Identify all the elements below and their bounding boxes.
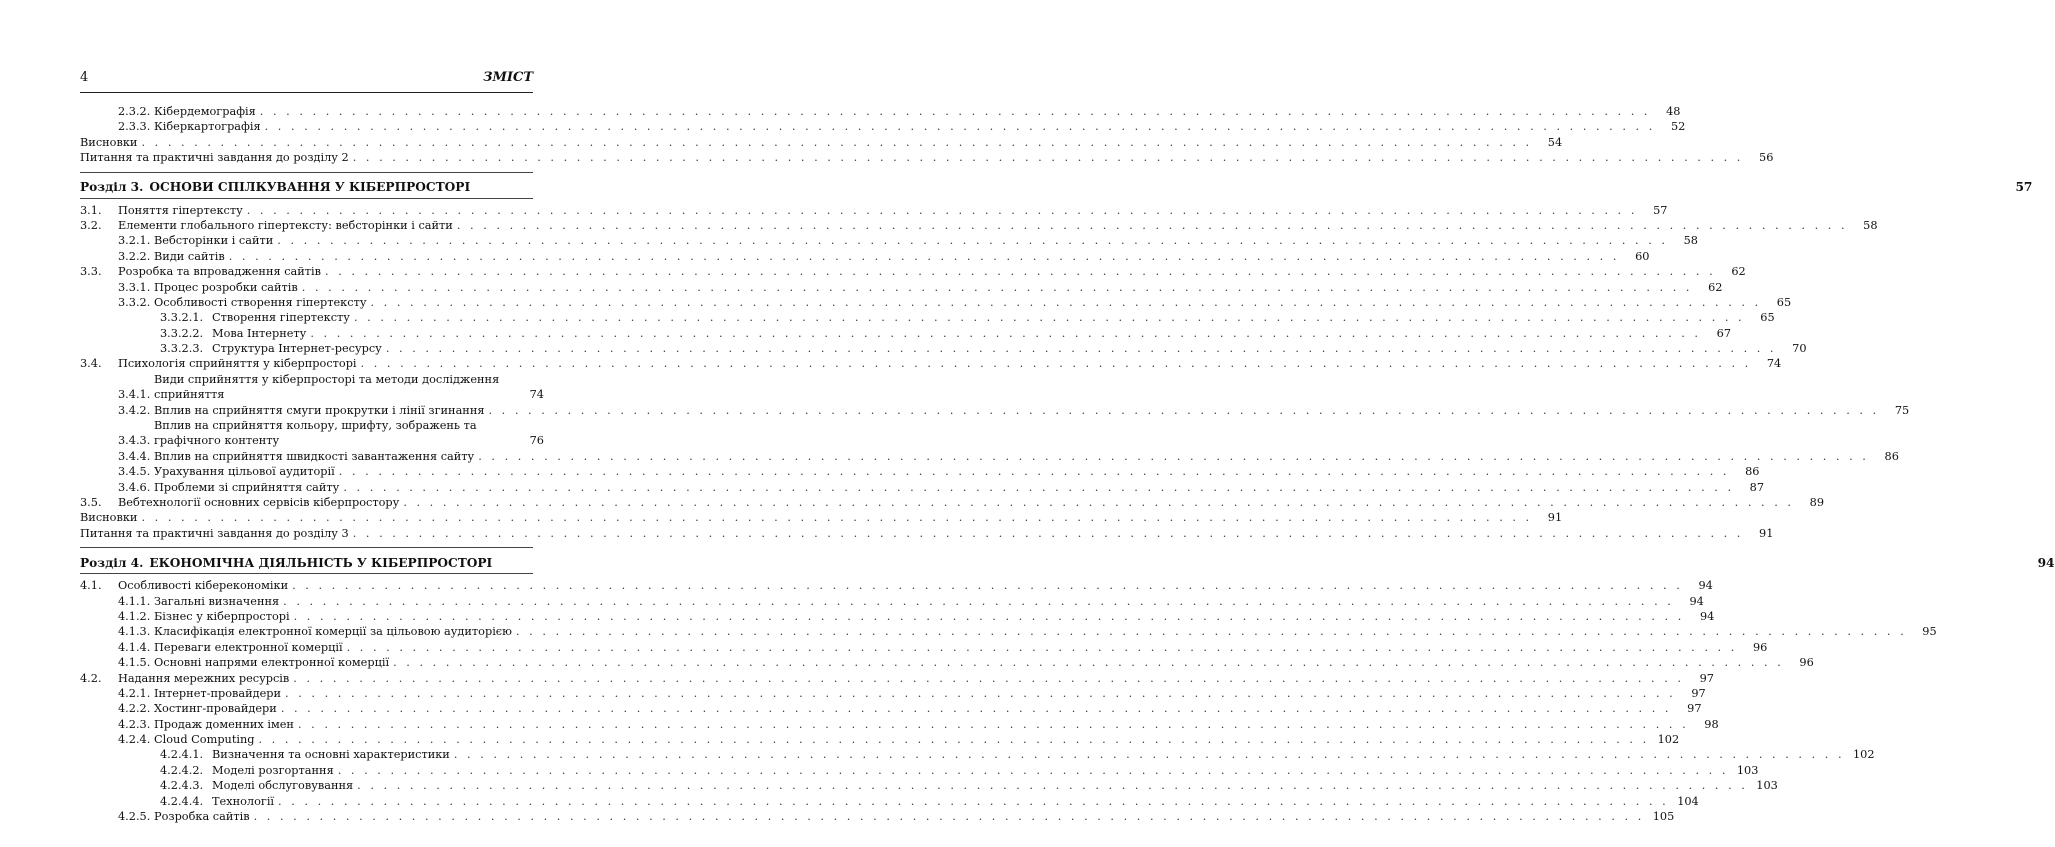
toc-entry[interactable] [80, 609, 1715, 624]
toc-entry[interactable] [80, 510, 1563, 525]
toc-entry[interactable] [80, 295, 1792, 310]
toc-entry-page: 74 [1766, 357, 1782, 371]
toc-entry-title: Бізнес у кіберпросторі [154, 609, 290, 623]
toc-entry-title: Висновки [80, 511, 138, 525]
toc-entry-page: 70 [1792, 342, 1807, 356]
toc-entry-page: 94 [1699, 609, 1715, 623]
toc-leader-dots [353, 150, 1744, 165]
toc-entry-page: 57 [1653, 203, 1668, 217]
toc-entry-title: Надання мережних ресурсів [118, 671, 290, 685]
toc-entry-title: Вебтехнології основних сервісів кіберпростору [118, 496, 400, 509]
toc-entry[interactable] [80, 526, 1774, 541]
toc-entry-title: Моделі розгортання [212, 763, 334, 777]
toc-entry-page: 105 [1652, 810, 1675, 824]
toc-entry-number: 4.2.4. [118, 733, 151, 747]
toc-leader-dots [338, 763, 1729, 778]
toc-leader-dots [283, 594, 1674, 609]
toc-entry-page: 65 [1776, 295, 1792, 309]
toc-entry-title: Проблеми зі сприйняття сайту [154, 480, 340, 494]
toc-entry-number: 4.2.4.2. [160, 763, 204, 777]
toc-entry-number: 3.4.6. [118, 480, 151, 494]
toc-entry-title: Поняття гіпертексту [118, 203, 243, 217]
toc-leader-dots [393, 655, 1784, 670]
toc-entry-page: 102 [1657, 733, 1680, 747]
toc-leader-dots [254, 809, 1645, 824]
toc-entry-title: Технології [212, 794, 275, 808]
toc-entry-title: Хостинг-провайдери [154, 702, 277, 716]
toc-leader-dots [298, 717, 1689, 732]
toc-leader-dots [310, 326, 1701, 341]
toc-entry-title: Види сайтів [154, 249, 225, 263]
toc-entry[interactable] [80, 218, 1878, 233]
toc-entry-number: Розділ 3. [80, 180, 144, 195]
chapter-rule [80, 198, 533, 199]
toc-entry-title: Кібердемографія [154, 104, 256, 118]
toc-entry[interactable] [80, 763, 1759, 778]
toc-entry[interactable] [80, 686, 1706, 701]
toc-entry-page: 89 [1809, 496, 1825, 509]
toc-entry[interactable] [80, 794, 1699, 809]
toc-entry-number: 4.2.3. [118, 717, 151, 731]
toc-entry-title: Мова Інтернету [212, 326, 307, 340]
toc-entry-title: Розробка сайтів [154, 810, 250, 824]
toc-entry-title: Cloud Computing [154, 733, 255, 747]
toc-leader-dots [361, 356, 1752, 371]
toc-entry-number: 4.2. [80, 671, 102, 685]
toc-leader-dots [353, 526, 1744, 541]
toc-entry[interactable] [80, 578, 1713, 593]
toc-leader-dots [258, 732, 1649, 747]
toc-entry-title: Вплив на сприйняття смуги прокрутки і лінії згинання [154, 403, 485, 417]
toc-entry-number: 3.4.4. [118, 449, 151, 463]
toc-entry-page: 60 [1635, 249, 1650, 263]
toc-entry[interactable] [80, 449, 1899, 464]
toc-entry-number: 3.3. [80, 265, 102, 279]
toc-entry-title: Вплив на сприйняття швидкості завантаження сайту [154, 449, 475, 463]
toc-entry-page: 96 [1799, 656, 1814, 670]
toc-entry[interactable] [80, 701, 1702, 716]
toc-leader-dots [265, 119, 1656, 134]
toc-entry[interactable] [80, 717, 1719, 732]
toc-entry-number: 3.2.1. [118, 234, 151, 248]
header-rule [80, 92, 533, 93]
toc-chapter-entry[interactable] [80, 179, 2033, 196]
toc-leader-dots [386, 341, 1777, 356]
toc-entry[interactable] [80, 119, 1686, 134]
toc-leader-dots [294, 609, 1685, 624]
toc-entry-title: Вплив на сприйняття кольору, шрифту, зображень та графічного контенту [154, 419, 477, 448]
toc-leader-dots [260, 104, 1651, 119]
toc-entry-title: Продаж доменних імен [154, 717, 294, 731]
toc-leader-dots [339, 464, 1730, 479]
toc-entry-page: 91 [1759, 526, 1774, 540]
toc-entry[interactable] [80, 356, 1782, 371]
toc-leader-dots [277, 233, 1668, 248]
toc-entry-number: 3.2. [80, 218, 102, 232]
toc-entry[interactable] [80, 732, 1680, 747]
toc-entry-page: 56 [1759, 151, 1774, 165]
toc-leader-dots [403, 495, 1794, 510]
toc-entry[interactable] [80, 310, 1775, 325]
toc-entry-page: 97 [1687, 702, 1702, 716]
toc-leader-dots [302, 280, 1693, 295]
toc-leader-dots [370, 295, 1761, 310]
toc-entry-page: 58 [1683, 234, 1698, 248]
toc-leader-dots [457, 218, 1848, 233]
toc-entry-page: 91 [1547, 511, 1563, 525]
toc-entry-page: 52 [1670, 120, 1686, 134]
toc-leader-dots [516, 624, 1907, 639]
toc-entry[interactable] [80, 778, 1778, 793]
toc-entry-number: 3.4.1. [118, 388, 151, 402]
toc-entry-page: 86 [1745, 465, 1760, 479]
toc-entry-page: 97 [1691, 686, 1706, 700]
toc-entry-page: 54 [1547, 135, 1563, 149]
toc-entry-page: 62 [1731, 265, 1746, 279]
toc-leader-dots [325, 264, 1716, 279]
toc-entry[interactable] [80, 464, 1760, 479]
toc-entry[interactable] [80, 624, 1937, 639]
toc-entry-page: 74 [529, 388, 544, 402]
toc-entry-page: 75 [1894, 403, 1910, 417]
toc-entry-page: 76 [529, 434, 544, 448]
toc-entry-number: 4.2.2. [118, 702, 151, 716]
toc-entry-title: Розробка та впровадження сайтів [118, 265, 322, 279]
toc-entry-page: 48 [1666, 104, 1681, 118]
toc-entry[interactable] [80, 480, 1765, 495]
toc-entry-number: 4.1.3. [118, 625, 151, 639]
toc-entry-page: 102 [1852, 748, 1875, 762]
toc-entry-page: 94 [1698, 579, 1713, 593]
toc-entry-title: Загальні визначення [154, 594, 280, 608]
toc-entry-page: 65 [1760, 311, 1775, 325]
toc-entry-title: Моделі обслуговування [212, 779, 354, 793]
toc-entry-number: 3.4.5. [118, 465, 151, 479]
toc-entry-title: Види сприйняття у кіберпросторі та методи дослідження сприйняття [154, 372, 500, 402]
toc-entry[interactable] [80, 655, 1814, 670]
toc-entry[interactable] [80, 341, 1807, 356]
toc-entry-number: 4.1.2. [118, 609, 151, 623]
toc-entry[interactable] [80, 418, 544, 449]
toc-entry-page: 103 [1756, 779, 1778, 793]
toc-entry-number: 3.3.1. [118, 280, 151, 294]
toc-entry-number: 3.4. [80, 357, 102, 371]
toc-entry-page: 86 [1884, 449, 1899, 463]
toc-leader-dots [278, 794, 1669, 809]
toc-entry-page: 87 [1749, 480, 1765, 494]
toc-entry-title: Кіберкартографія [154, 120, 261, 134]
toc-entry[interactable] [80, 640, 1768, 655]
toc-leader-dots [454, 747, 1845, 762]
toc-entry-title: Питання та практичні завдання до розділу 2 [80, 151, 349, 165]
toc-entry-page: 103 [1736, 763, 1759, 777]
toc-entry-page: 104 [1677, 794, 1699, 808]
toc-entry-title: Вебсторінки і сайти [154, 234, 274, 248]
chapter-rule [80, 547, 533, 548]
toc-leader-dots [347, 640, 1738, 655]
toc-entry-title: Створення гіпертексту [212, 311, 350, 325]
toc-entry-number: Розділ 4. [80, 555, 144, 570]
toc-entry-page: 96 [1752, 640, 1768, 654]
toc-entry-page: 57 [2015, 180, 2033, 195]
toc-leader-dots [478, 449, 1869, 464]
toc-entry-number: 4.2.4.4. [160, 794, 204, 808]
page-header [80, 70, 533, 90]
toc-entry-title: Класифікація електронної комерції за цільовою аудиторією [154, 625, 512, 639]
toc-entry[interactable] [80, 372, 544, 403]
toc-entry-page: 67 [1716, 326, 1732, 340]
toc-entry-title: ОСНОВИ СПІЛКУВАННЯ У КІБЕРПРОСТОРІ [149, 180, 471, 195]
toc-entry-number: 3.3.2.3. [160, 342, 204, 356]
toc-entry-number: 4.1. [80, 579, 102, 593]
toc-entry-number: 4.2.1. [118, 686, 151, 700]
toc-entry-title: Психологія сприйняття у кіберпросторі [118, 357, 357, 371]
toc-leader-dots [357, 778, 1748, 793]
toc-entry-number: 3.3.2.1. [160, 311, 204, 325]
toc-entry-number: 3.5. [80, 496, 102, 509]
toc-entry[interactable] [80, 249, 1650, 264]
toc-leader-dots [285, 686, 1676, 701]
toc-entry-page: 62 [1708, 280, 1723, 294]
toc-entry-title: Структура Інтернет-ресурсу [212, 342, 382, 356]
toc-entry[interactable] [80, 671, 1714, 686]
toc-entry[interactable] [80, 280, 1723, 295]
toc-entry-title: Інтернет-провайдери [154, 686, 282, 700]
toc-entry-number: 3.3.2.2. [160, 326, 204, 340]
toc-entry[interactable] [80, 594, 1704, 609]
toc-entry-page: 98 [1704, 717, 1719, 731]
toc-entry-title: Особливості створення гіпертексту [154, 295, 367, 309]
toc-entry-page: 94 [1689, 594, 1704, 608]
toc-entry-number: 4.1.1. [118, 594, 151, 608]
toc-leader-dots [141, 135, 1532, 150]
toc-entry[interactable] [80, 135, 1563, 150]
toc-entry-page: 97 [1699, 671, 1714, 685]
toc-leader-dots [281, 701, 1672, 716]
running-title: ЗМІСТ [483, 70, 533, 85]
toc-entry-number: 3.2.2. [118, 249, 151, 263]
toc-entry-page: 95 [1922, 625, 1937, 639]
toc-entry[interactable] [80, 747, 1875, 762]
toc-leader-dots [247, 203, 1638, 218]
table-of-contents [80, 104, 2055, 824]
toc-entry-number: 4.2.4.1. [160, 748, 204, 762]
toc-leader-dots [293, 671, 1684, 686]
toc-entry[interactable] [80, 495, 1825, 510]
toc-entry[interactable] [80, 150, 1774, 165]
toc-entry[interactable] [80, 809, 1675, 824]
toc-entry[interactable] [80, 104, 1681, 119]
toc-entry-title: Урахування цільової аудиторії [154, 465, 335, 479]
toc-entry-title: Переваги електронної комерції [154, 640, 343, 654]
toc-entry-number: 3.3.2. [118, 295, 151, 309]
toc-entry-number: 3.4.3. [118, 434, 151, 448]
toc-entry-number: 4.2.5. [118, 810, 151, 824]
toc-entry-number: 4.2.4.3. [160, 779, 204, 793]
toc-entry-page: 58 [1863, 218, 1878, 232]
toc-leader-dots [489, 403, 1880, 418]
toc-entry[interactable] [80, 264, 1746, 279]
toc-entry-title: Висновки [80, 135, 138, 149]
toc-entry-title: Визначення та основні характеристики [212, 748, 450, 762]
chapter-rule [80, 172, 533, 173]
toc-leader-dots [292, 578, 1683, 593]
toc-leader-dots [343, 480, 1734, 495]
toc-entry[interactable] [80, 403, 1910, 418]
chapter-rule [80, 573, 533, 574]
toc-entry-number: 3.1. [80, 203, 102, 217]
toc-entry-title: Основні напрями електронної комерції [154, 656, 390, 670]
toc-leader-dots [141, 510, 1532, 525]
toc-entry-number: 4.1.5. [118, 656, 151, 670]
toc-leader-dots [229, 249, 1620, 264]
toc-entry-number: 2.3.2. [118, 104, 151, 118]
toc-entry[interactable] [80, 233, 1698, 248]
toc-entry-number: 4.1.4. [118, 640, 151, 654]
toc-entry-title: Питання та практичні завдання до розділу 3 [80, 526, 349, 540]
toc-entry-title: Елементи глобального гіпертексту: вебсторінки і сайти [118, 218, 453, 232]
toc-entry[interactable] [80, 203, 1668, 218]
toc-entry-title: Процес розробки сайтів [154, 280, 298, 294]
toc-leader-dots [354, 310, 1745, 325]
page-number: 4 [80, 70, 89, 85]
toc-entry-number: 2.3.3. [118, 120, 151, 134]
toc-entry-page: 94 [2037, 555, 2055, 570]
toc-chapter-entry[interactable] [80, 554, 2055, 571]
toc-entry-title: ЕКОНОМІЧНА ДІЯЛЬНІСТЬ У КІБЕРПРОСТОРІ [149, 555, 493, 570]
toc-entry-number: 3.4.2. [118, 403, 151, 417]
toc-entry-title: Особливості кіберекономіки [118, 579, 289, 593]
toc-entry[interactable] [80, 326, 1732, 341]
